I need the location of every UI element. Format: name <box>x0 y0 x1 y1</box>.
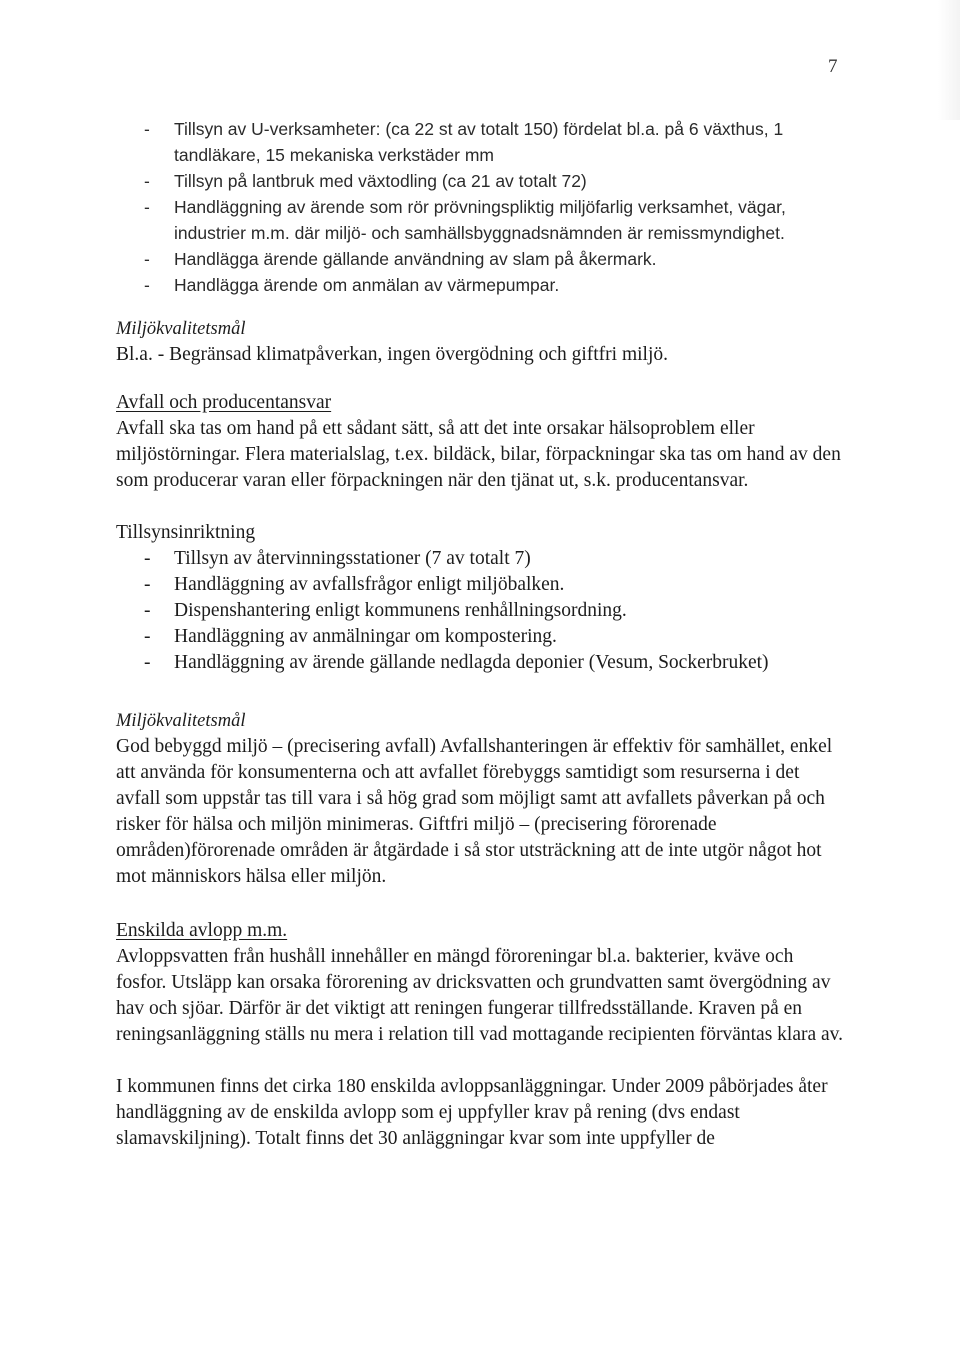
list-item-text: Handlägga ärende gällande användning av slam på åkermark. <box>174 249 657 269</box>
list-item <box>116 194 846 246</box>
list-item-text: Tillsyn av U-verksamheter: (ca 22 st av totalt 150) fördelat bl.a. på 6 växthus, 1 tandläkare, 15 mekaniska verkstäder mm <box>174 119 784 165</box>
list-item-text: Handläggning av avfallsfrågor enligt miljöbalken. <box>174 574 565 595</box>
list-item <box>116 272 846 298</box>
list-item <box>116 168 846 194</box>
page-number: 7 <box>828 56 838 77</box>
scan-edge <box>938 0 960 120</box>
list-item-text: Handläggning av ärende gällande nedlagda deponier (Vesum, Sockerbruket) <box>174 652 769 673</box>
page-content <box>116 116 846 1152</box>
list-item-text: Handläggning av ärende som rör prövningspliktig miljöfarlig verksamhet, vägar, industrier m.m. där miljö- och samhällsbyggnadsnämnden är remissmyndighet. <box>174 197 786 243</box>
list-item-text: Handlägga ärende om anmälan av värmepumpar. <box>174 275 560 295</box>
supervision-list <box>116 546 846 676</box>
list-item <box>116 246 846 272</box>
section-text: Avloppsvatten från hushåll innehåller en mängd föroreningar bl.a. bakterier, kväve och fosfor. Utsläpp kan orsaka förorening av dricksvatten och grundvatten samt övergödning av hav och sjöar. Därför är det viktigt att reningen fungerar tillfredsställande. Kraven på en reningsanläggning ställs nu mera i relation till vad mottagande recipienten förväntas klara av. <box>116 946 844 1045</box>
list-item <box>116 624 846 650</box>
list-item <box>116 572 846 598</box>
list-item <box>116 598 846 624</box>
section-heading: Tillsynsinriktning <box>116 522 256 543</box>
section-heading: Enskilda avlopp m.m. <box>116 920 288 941</box>
list-item-text: Tillsyn av återvinningsstationer (7 av totalt 7) <box>174 548 531 569</box>
section-text: Avfall ska tas om hand på ett sådant sätt, så att det inte orsakar hälsoproblem eller miljöstörningar. Flera materialslag, t.ex. bildäck, bilar, förpackningar ska tas om hand av den som producerar varan eller förpackningen när den tjänat ut, s.k. producentansvar. <box>116 418 841 491</box>
list-item-text: Handläggning av anmälningar om kompostering. <box>174 626 557 647</box>
list-item-text: Tillsyn på lantbruk med växtodling (ca 21 av totalt 72) <box>174 171 587 191</box>
section-heading: Avfall och producentansvar <box>116 392 332 413</box>
section-heading: Miljökvalitetsmål <box>116 711 246 731</box>
list-item <box>116 546 846 572</box>
section-text: I kommunen finns det cirka 180 enskilda avloppsanläggningar. Under 2009 påbörjades åter handläggning av de enskilda avlopp som ej uppfyller krav på rening (dvs endast slamavskiljning). Totalt finns det 30 anläggningar kvar som inte uppfyller de <box>116 1076 828 1149</box>
inspection-list <box>116 116 846 298</box>
section-heading: Miljökvalitetsmål <box>116 319 246 339</box>
section-text: God bebyggd miljö – (precisering avfall) Avfallshanteringen är effektiv för samhället, enkel att använda för konsumenterna och att avfallet förebyggs samtidigt som resurserna i det avfall som uppstår tas till vara i så hög grad som möjligt samt att avfallets påverkan på och risker för hälsa och miljön minimeras. Giftfri miljö – (precisering förorenade områden)förorenade områden är åtgärdade i så stor utsträckning att de inte utgör något hot mot människors hälsa eller miljön. <box>116 736 833 887</box>
list-item <box>116 116 846 168</box>
list-item <box>116 650 846 676</box>
list-item-text: Dispenshantering enligt kommunens renhållningsordning. <box>174 600 627 621</box>
section-text: Bl.a. - Begränsad klimatpåverkan, ingen övergödning och giftfri miljö. <box>116 344 669 365</box>
